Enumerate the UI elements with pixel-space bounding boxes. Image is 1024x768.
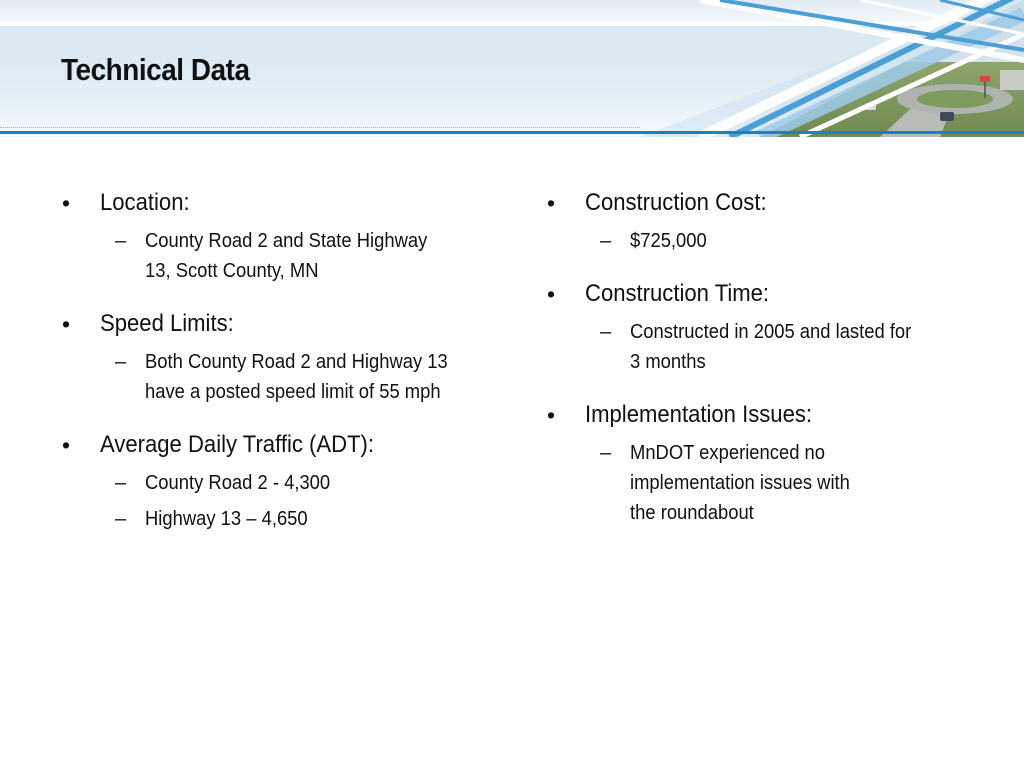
- sub-item-line: County Road 2 and State Highway: [145, 230, 428, 252]
- dash-icon: –: [115, 508, 127, 530]
- sub-list: [585, 226, 985, 256]
- sub-item-line: MnDOT experienced no: [630, 442, 826, 464]
- sub-item-adt-county-road: [100, 468, 510, 498]
- bullet-dot-icon: •: [62, 190, 71, 216]
- sub-list: [585, 317, 985, 377]
- sub-item-line: Constructed in 2005 and lasted for: [630, 321, 912, 343]
- bullet-label: Location:: [100, 189, 190, 216]
- sub-item-location: [100, 226, 510, 286]
- sub-item-line: 13, Scott County, MN: [145, 260, 319, 282]
- sub-item-speed-limits: [100, 347, 510, 407]
- bullet-implementation-issues: [545, 400, 985, 528]
- sub-item-line: Both County Road 2 and Highway 13: [145, 351, 448, 373]
- dash-icon: –: [115, 472, 127, 494]
- sub-item-line: Highway 13 – 4,650: [145, 508, 308, 530]
- bullet-average-daily-traffic: [60, 430, 510, 534]
- header-dotted-rule: [0, 127, 640, 128]
- sub-list: [585, 438, 985, 528]
- bullet-label: Implementation Issues:: [585, 401, 813, 428]
- left-bullet-list: [60, 188, 510, 534]
- sub-item-adt-highway: [100, 504, 510, 534]
- right-bullet-list: [545, 188, 985, 528]
- bullet-dot-icon: •: [547, 281, 556, 307]
- sub-item-line: County Road 2 - 4,300: [145, 472, 331, 494]
- sub-item-line: $725,000: [630, 230, 707, 252]
- sub-item-line: have a posted speed limit of 55 mph: [145, 381, 441, 403]
- dash-icon: –: [115, 230, 127, 252]
- bullet-location: [60, 188, 510, 286]
- bullet-construction-time: [545, 279, 985, 377]
- sub-item-construction-cost: [585, 226, 985, 256]
- bullet-speed-limits: [60, 309, 510, 407]
- sub-item-line: the roundabout: [630, 502, 754, 524]
- dash-icon: –: [600, 321, 612, 343]
- sub-item-line: 3 months: [630, 351, 706, 373]
- header-banner: [0, 0, 1024, 137]
- bullet-dot-icon: •: [547, 402, 556, 428]
- bullet-dot-icon: •: [547, 190, 556, 216]
- bullet-label: Average Daily Traffic (ADT):: [100, 431, 375, 458]
- sub-list: [100, 226, 510, 286]
- bullet-label: Construction Time:: [585, 280, 770, 307]
- bullet-dot-icon: •: [62, 432, 71, 458]
- sub-list: [100, 347, 510, 407]
- right-column: [545, 188, 985, 551]
- bullet-label: Construction Cost:: [585, 189, 767, 216]
- header-blue-rule: [0, 131, 1024, 134]
- left-column: [60, 188, 510, 557]
- dash-icon: –: [600, 442, 612, 464]
- sub-item-implementation-issues: [585, 438, 985, 528]
- bullet-construction-cost: [545, 188, 985, 256]
- slide-title: Technical Data: [61, 52, 250, 87]
- bullet-label: Speed Limits:: [100, 310, 234, 337]
- sub-item-construction-time: [585, 317, 985, 377]
- dash-icon: –: [115, 351, 127, 373]
- bullet-dot-icon: •: [62, 311, 71, 337]
- dash-icon: –: [600, 230, 612, 252]
- sub-item-line: implementation issues with: [630, 472, 850, 494]
- sub-list: [100, 468, 510, 534]
